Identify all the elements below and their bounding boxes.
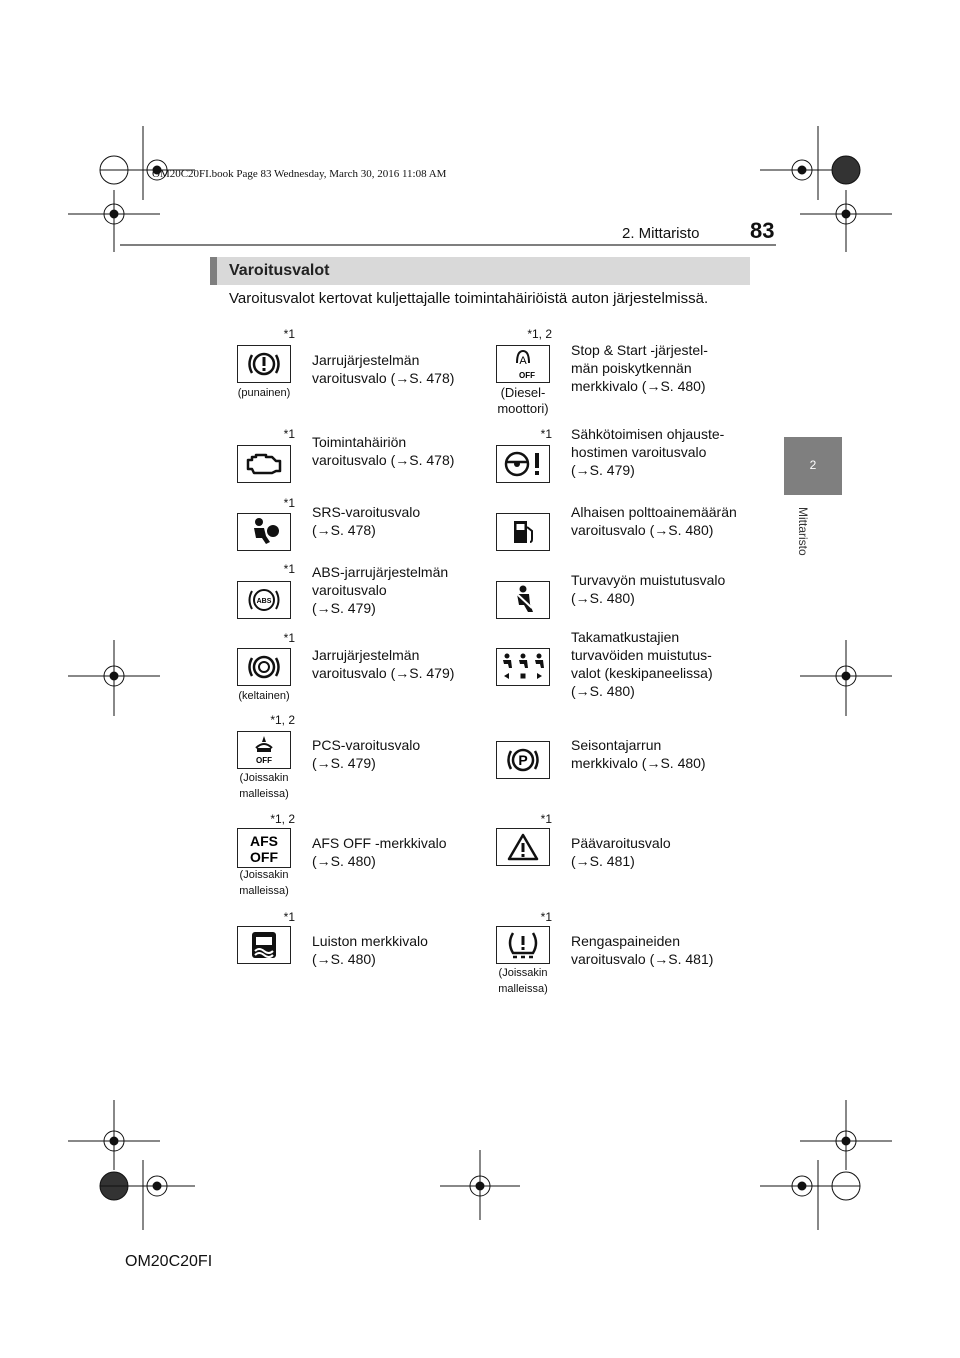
footnote-mark: *1 xyxy=(283,631,295,645)
section-title: Varoitusvalot xyxy=(229,262,330,279)
footnote-mark: *1, 2 xyxy=(270,713,295,727)
light-description: Jarrujärjestelmän varoitusvalo (→S. 479) xyxy=(312,647,455,681)
light-description: AFS OFF -merkkivalo (→S. 480) xyxy=(312,835,447,869)
footnote-mark: *1 xyxy=(540,910,552,924)
light-description: SRS-varoitusvalo (→S. 478) xyxy=(312,504,421,538)
svg-text:OFF: OFF xyxy=(250,849,278,865)
footnote-mark: *1, 2 xyxy=(527,327,552,341)
svg-text:OFF: OFF xyxy=(519,371,535,380)
svg-text:ABS: ABS xyxy=(256,598,272,605)
light-description: Seisontajarrun merkkivalo (→S. 480) xyxy=(571,737,706,771)
light-description: Päävaroitusvalo (→S. 481) xyxy=(571,835,671,869)
footnote-mark: *1 xyxy=(283,496,295,510)
light-description: Stop & Start -järjestel- män poiskytkennän merkkivalo (→S. 480) xyxy=(571,342,708,394)
section-header xyxy=(210,257,750,285)
icon-caption: (Joissakin malleissa) xyxy=(239,772,289,800)
svg-text:P: P xyxy=(518,752,528,768)
footnote-mark: *1 xyxy=(283,327,295,341)
light-description: ABS-jarrujärjestelmän varoitusvalo (→S. 479) xyxy=(312,564,449,616)
book-info: OM20C20FI.book Page 83 Wednesday, March 30, 2016 11:08 AM xyxy=(152,168,447,180)
footer-code: OM20C20FI xyxy=(125,1253,213,1270)
light-description: Toimintahäiriön varoitusvalo (→S. 478) xyxy=(312,434,455,468)
svg-text:OFF: OFF xyxy=(256,756,272,765)
svg-text:A: A xyxy=(519,355,527,367)
page-number: 83 xyxy=(750,218,775,243)
intro-text: Varoitusvalot kertovat kuljettajalle toimintahäiriöistä auton järjestelmissä. xyxy=(229,290,709,307)
side-tab-label: Mittaristo xyxy=(796,507,810,556)
icon-caption: (keltainen) xyxy=(238,690,290,702)
footnote-mark: *1 xyxy=(283,910,295,924)
light-description: Jarrujärjestelmän varoitusvalo (→S. 478) xyxy=(312,352,455,386)
light-description: Sähkötoimisen ohjauste- hostimen varoitusvalo (→S. 479) xyxy=(571,426,725,478)
icon-caption: (Joissakin malleissa) xyxy=(239,869,289,897)
light-description: PCS-varoitusvalo (→S. 479) xyxy=(312,737,421,771)
footnote-mark: *1 xyxy=(540,812,552,826)
side-tab-number: 2 xyxy=(784,437,842,495)
icon-caption: (Diesel- moottori) xyxy=(497,385,549,416)
icon-caption: (punainen) xyxy=(237,387,291,399)
footnote-mark: *1 xyxy=(283,562,295,576)
light-description: Rengaspaineiden varoitusvalo (→S. 481) xyxy=(571,933,714,967)
footnote-mark: *1 xyxy=(540,427,552,441)
chapter-title: 2. Mittaristo xyxy=(622,225,700,242)
light-description: Turvavyön muistutusvalo (→S. 480) xyxy=(571,572,726,606)
light-description: Alhaisen polttoainemäärän varoitusvalo (→S. 480) xyxy=(571,504,737,538)
header-divider xyxy=(120,244,776,246)
footnote-mark: *1, 2 xyxy=(270,812,295,826)
icon-caption: (Joissakin malleissa) xyxy=(498,967,548,995)
light-description: Luiston merkkivalo (→S. 480) xyxy=(312,933,428,967)
footnote-mark: *1 xyxy=(283,427,295,441)
svg-text:AFS: AFS xyxy=(250,833,278,849)
light-description: Takamatkustajien turvavöiden muistutus- valot (keskipaneelissa) (→S. 480) xyxy=(571,629,713,699)
